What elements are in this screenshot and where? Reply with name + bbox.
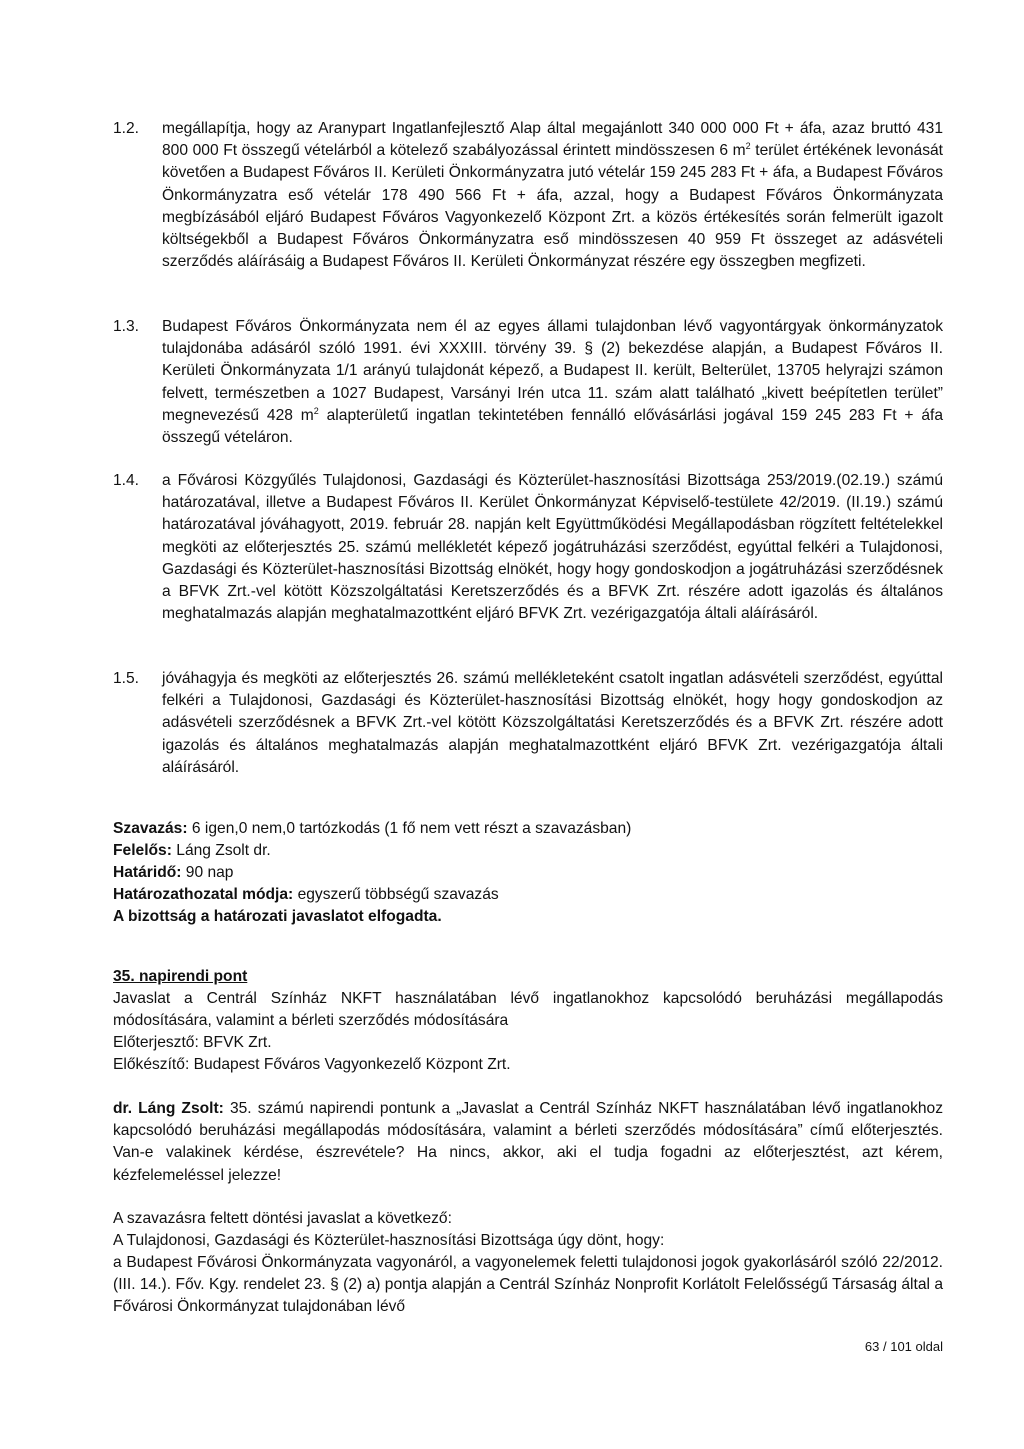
item-number: 1.2. bbox=[113, 120, 140, 137]
resolution-item-1-3 bbox=[113, 316, 943, 449]
resolution-item-1-4 bbox=[113, 470, 943, 625]
vote-line: Szavazás: 6 igen,0 nem,0 tartózkodás (1 fő nem vett részt a szavazásban) bbox=[113, 820, 632, 837]
voting-method-line: Határozathozatal módja: egyszerű többségű szavazás bbox=[113, 886, 499, 903]
item-number: 1.5. bbox=[113, 670, 140, 687]
resolution-item-1-5 bbox=[113, 668, 943, 779]
speaker-name: dr. Láng Zsolt: bbox=[113, 1100, 224, 1117]
proposal-intro: A szavazásra feltett döntési javaslat a következő: bbox=[113, 1210, 452, 1227]
agenda-preparer: Előkészítő: Budapest Főváros Vagyonkezelő Központ Zrt. bbox=[113, 1056, 511, 1073]
resolution-item-1-2 bbox=[113, 118, 943, 273]
agenda-description: Javaslat a Centrál Színház NKFT használatában lévő ingatlanokhoz kapcsolódó beruházási megállapodás módosítására, valamint a bérleti szerződés módosítására bbox=[113, 990, 943, 1030]
item-number: 1.3. bbox=[113, 318, 140, 335]
superscript: 2 bbox=[745, 141, 751, 152]
item-text: a Fővárosi Közgyűlés Tulajdonosi, Gazdasági és Közterület-hasznosítási Bizottsága 253/2019.(02.19.) számú határozatával, illetve a Budapest Főváros II. Kerület Önkormányzat Képviselő-testülete 42/2019. (II.19.) számú határozatával jóváhagyott, 2019. február 28. napján kelt Együttműködési Megállapodásban rögzített feltételekkel megköti az előterjesztés 25. számú mellékletét képező jogátruházási szerződést, egyúttal felkéri a Tulajdonosi, Gazdasági és Közterület-hasznosítási Bizottság elnökét, hogy hogy gondoskodjon a jogátruházási szerződésnek a BFVK Zrt.-vel kötött Közszolgáltatási Keretszerződés és a BFVK Zrt. részére adott igazolás és általános meghatalmazás alapján meghatalmazottként eljáró BFVK Zrt. vezérigazgatója általi aláírásáról. bbox=[162, 472, 943, 623]
agenda-submitter: Előterjesztő: BFVK Zrt. bbox=[113, 1034, 272, 1051]
superscript: 2 bbox=[313, 405, 319, 416]
accepted-line: A bizottság a határozati javaslatot elfogadta. bbox=[113, 908, 442, 925]
item-text: megállapítja, hogy az Aranypart Ingatlanfejlesztő Alap által megajánlott 340 000 000 Ft + áfa, azaz bruttó 431 800 000 Ft összegű vételárból a kötelező szabályozással érintett mindösszesen 6 $m^2$ terület értékének levonását követően a Budapest Főváros II. Kerületi Önkormányzatra jutó vételár 159 245 283 Ft + áfa, a Budapest Főváros Önkormányzatra eső vételár 178 490 566 Ft + áfa, azzal, hogy a Budapest Főváros Önkormányzata megbízásából eljáró Budapest Főváros Vagyonkezelő Központ Zrt. a közös értékesítés során felmerült igazolt költségekből a Budapest Főváros Önkormányzatra eső mindösszesen 40 959 Ft összeget az adásvételi szerződés aláírásáig a Budapest Főváros II. Kerületi Önkormányzat részére egy összegben megfizeti. bbox=[162, 120, 943, 271]
deadline-line: Határidő: 90 nap bbox=[113, 864, 234, 881]
item-text: Budapest Főváros Önkormányzata nem él az egyes állami tulajdonban lévő vagyontárgyak önkormányzatok tulajdonába adásáról szóló 1991. évi XXXIII. törvény 39. § (2) bekezdése alapján, a Budapest Főváros II. Kerületi Önkormányzata 1/1 arányú tulajdonát képező, a Budapest II. került, Belterület, 13705 helyrajzi számon felvett, természetben a 1027 Budapest, Varsányi Irén utca 11. szám alatt található „kivett beépítetlen terület” megnevezésű 428 $m^2$ alapterületű ingatlan tekintetében fennálló elővásárlási jogával 159 245 283 Ft + áfa összegű vételáron. bbox=[162, 318, 943, 447]
speech-paragraph: dr. Láng Zsolt: 35. számú napirendi pontunk a „Javaslat a Centrál Színház NKFT használatában lévő ingatlanokhoz kapcsolódó beruházási megállapodás módosítására, valamint a bérleti szerződés módosítására” című előterjesztés. Van-e valakinek kérdése, észrevétele? Ha nincs, akkor, aki el tudja fogadni az előterjesztést, azt kérem, kézfelemeléssel jelezze! bbox=[113, 1100, 944, 1184]
responsible-line: Felelős: Láng Zsolt dr. bbox=[113, 842, 271, 859]
agenda-title: 35. napirendi pont bbox=[113, 968, 248, 985]
proposal-text: a Budapest Fővárosi Önkormányzata vagyonáról, a vagyonelemek feletti tulajdonosi jogok gyakorlásáról szóló 22/2012. (III. 14.). Főv. Kgy. rendelet 23. § (2) a) pontja alapján a Centrál Színház Nonprofit Korlátolt Felelősségű Társaság által a Fővárosi Önkormányzat tulajdonában lévő bbox=[113, 1254, 943, 1316]
proposal-committee: A Tulajdonosi, Gazdasági és Közterület-hasznosítási Bizottsága úgy dönt, hogy: bbox=[113, 1232, 665, 1249]
item-number: 1.4. bbox=[113, 472, 140, 489]
page-number: 63 / 101 oldal bbox=[864, 1339, 943, 1354]
item-text: jóváhagyja és megköti az előterjesztés 26. számú mellékleteként csatolt ingatlan adásvételi szerződést, egyúttal felkéri a Tulajdonosi, Gazdasági és Közterület-hasznosítási Bizottság elnökét, hogy hogy gondoskodjon az adásvételi szerződésnek a BFVK Zrt.-vel kötött Közszolgáltatási Keretszerződés és a BFVK Zrt. részére adott igazolás és általános meghatalmazás alapján meghatalmazottként eljáró BFVK Zrt. vezérigazgatója általi aláírásáról. bbox=[162, 670, 943, 776]
